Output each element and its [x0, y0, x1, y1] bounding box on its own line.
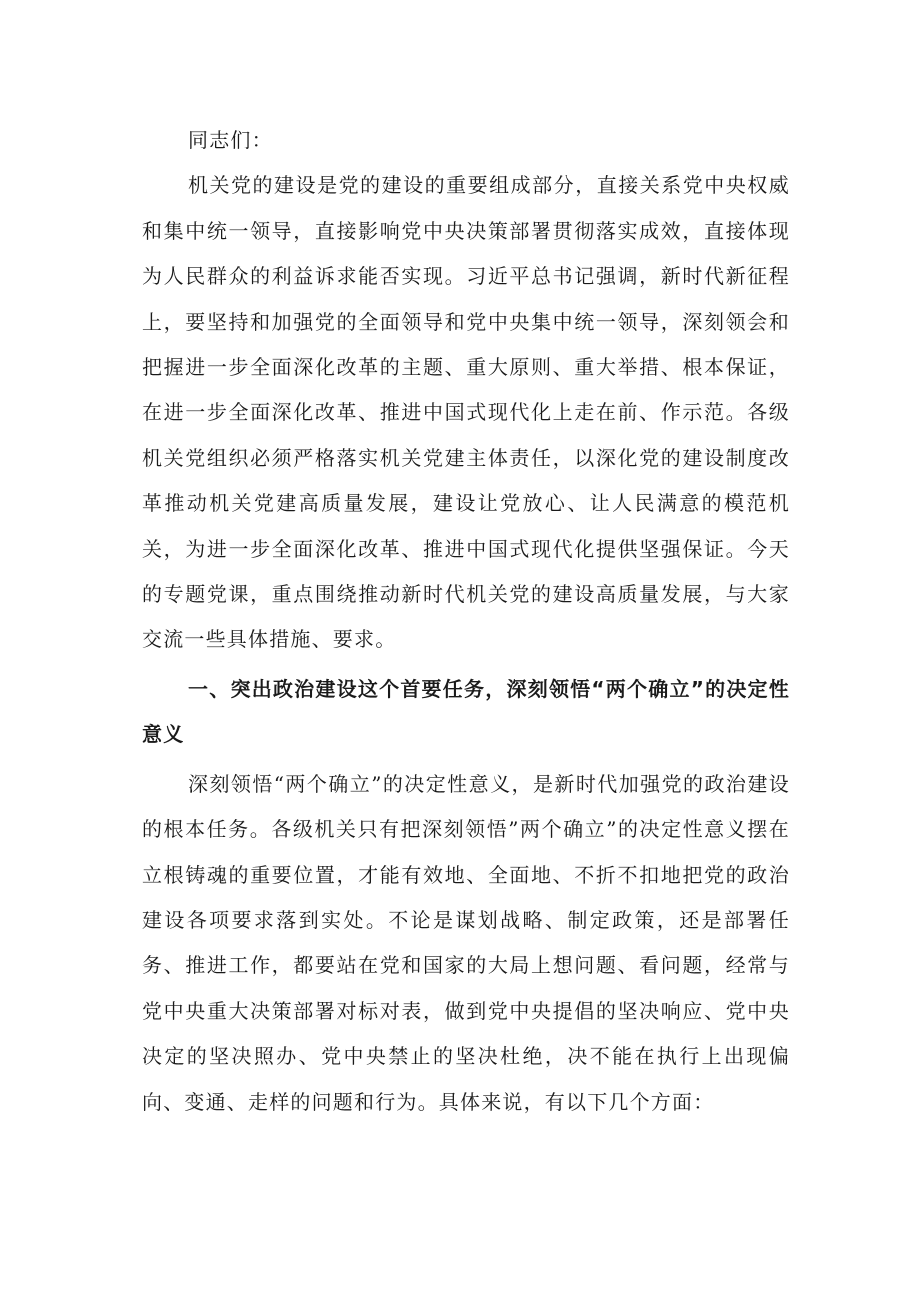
- salutation: 同志们：: [188, 128, 273, 152]
- section-heading: 一、突出政治建设这个首要任务，深刻领悟“两个确立”的决定性意义: [142, 676, 790, 747]
- section-paragraph: 深刻领悟“两个确立”的决定性意义，是新时代加强党的政治建设的根本任务。各级机关只有把深刻领悟”两个确立”的决定性意义摆在立根铸魂的重要位置，才能有效地、全面地、不折不扣地把党的政治建设各项要求落到实处。不论是谋划战略、制定政策，还是部署任务、推进工作，都要站在党和国家的大局上想问题、看问题，经常与党中央重大决策部署对标对表，做到党中央提倡的坚决响应、党中央决定的坚决照办、党中央禁止的坚决杜绝，决不能在执行上出现偏向、变通、走样的问题和行为。具体来说，有以下几个方面：: [142, 771, 790, 1114]
- intro-paragraph: 机关党的建设是党的建设的重要组成部分，直接关系党中央权威和集中统一领导，直接影响党中央决策部署贯彻落实成效，直接体现为人民群众的利益诉求能否实现。习近平总书记强调，新时代新征程上，要坚持和加强党的全面领导和党中央集中统一领导，深刻领会和把握进一步全面深化改革的主题、重大原则、重大举措、根本保证，在进一步全面深化改革、推进中国式现代化上走在前、作示范。各级机关党组织必须严格落实机关党建主体责任，以深化党的建设制度改革推动机关党建高质量发展，建设让党放心、让人民满意的模范机关，为进一步全面深化改革、推进中国式现代化提供坚强保证。今天的专题党课，重点围绕推动新时代机关党的建设高质量发展，与大家交流一些具体措施、要求。: [142, 173, 790, 652]
- document-body: [142, 118, 790, 1125]
